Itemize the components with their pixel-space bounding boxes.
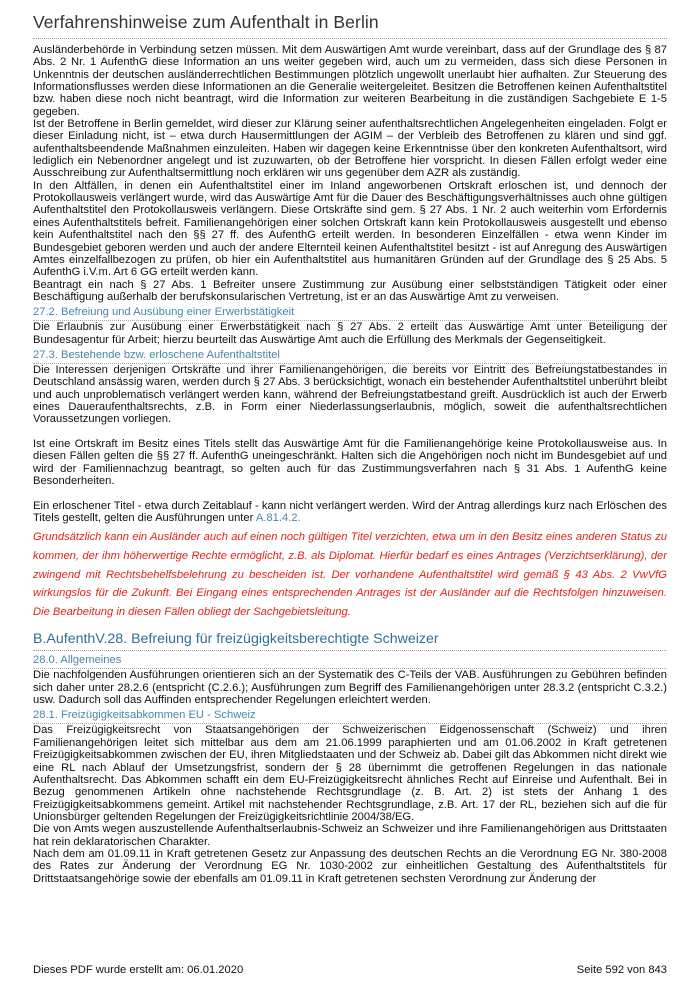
section-28-1-paragraph-2: Die von Amts wegen auszustellende Aufenthaltserlaubnis-Schweiz an Schweizer und ihre Familienangehörigen aus Drittstaaten hat rein deklaratorischen Charakter.	[33, 823, 667, 848]
section-27-3-heading: 27.3. Bestehende bzw. erloschene Aufenthaltstitel	[33, 346, 667, 364]
highlighted-note: Grundsätzlich kann ein Ausländer auch auf einen noch gültigen Titel verzichten, etwa um in den Besitz eines anderen Status zu kommen, der ihm höherwertige Rechte ermöglicht, z.B. als Diplomat. Hierfür bedarf es eines Antrages (Verzichtserklärung), der zwingend mit Rechtsbehelfsbelehrung zu bescheiden ist. Der vorhandene Aufenthaltstitel wird gemäß § 43 Abs. 2 VwVfG wirkungslos für die Zukunft. Bei Eingang eines entsprechenden Antrages ist der Ausländer auf die Rechtsfolgen hinzuweisen. Die Bearbeitung in diesen Fällen obliegt der Sachgebietsleitung.	[33, 531, 667, 618]
section-27-3-paragraph-1: Die Interessen derjenigen Ortskräfte und ihrer Familienangehörigen, die bereits vor Eintritt des Befreiungstatbestandes in Deutschland ansässig waren, werden durch § 27 Abs. 3 berücksichtigt, wonach ein bestehender Aufenthaltstitel unberührt bleibt und auch unproblematisch verlängert werden kann, während der Befreiungstatbestand greift. Ausdrücklich ist auch der Erwerb eines Daueraufenthaltsrechts, z.B. in Form einer Niederlassungserlaubnis, möglich, soweit die aufenthaltsrechtlichen Voraussetzungen vorliegen.	[33, 363, 667, 426]
section-27-2-paragraph: Die Erlaubnis zur Ausübung einer Erwerbstätigkeit nach § 27 Abs. 2 erteilt das Auswärtige Amt unter Beteiligung der Bundesagentur für Arbeit; hierzu beurteilt das Auswärtige Amt auch die Erfüllung des Merkmals der Gegenseitigkeit.	[33, 321, 667, 346]
reference-link-a81-4-2[interactable]: A.81.4.2.	[255, 512, 301, 525]
section-27-2-heading: 27.2. Befreiung und Ausübung einer Erwerbstätigkeit	[33, 303, 667, 321]
intro-paragraph-2: Ist der Betroffene in Berlin gemeldet, wird dieser zur Klärung seiner aufenthaltsrechtlichen Angelegenheiten eingeladen. Folgt er dieser Einladung nicht, ist – etwa durch Hausermittlungen der AGIM – der Verbleib des Betroffenen zu klären und sind ggf. aufenthaltsbeendende Maßnahmen einzuleiten. Haben wir dagegen keine Erkenntnisse über den konkreten Aufenthaltsort, wird lediglich ein Nebenordner angelegt und ist zuzuwarten, ob der Betroffene hier vorspricht. In diesen Fällen erfolgt weder eine Ausschreibung zur Aufenthaltsermittlung noch erklären wir uns gegenüber dem AZR als zuständig.	[33, 118, 667, 180]
intro-paragraph-3: In den Altfällen, in denen ein Aufenthaltstitel einer im Inland angeworbenen Ortskraft erloschen ist, und dennoch der Protokollausweis verlängert wurde, wird das Auswärtige Amt für die Dauer des Beschäftigungsverhältnisses auch ohne gültigen Aufenthaltstitel den Protokollausweis verlängern. Diese Ortskräfte sind gem. § 27 Abs. 1 Nr. 2 auch weiterhin vom Erfordernis eines Aufenthaltstitels befreit. Familienangehörigen einer solchen Ortskraft kann kein Protokollausweis ausgestellt und ebenso kein Aufenthaltstitel nach den §§ 27 ff. des AufenthG erteilt werden. In besonderen Einzelfällen - etwa wenn Kinder im Bundesgebiet geboren werden und auch der andere Elternteil keinen Aufenthaltstitel besitzt - ist auf Anregung des Auswärtigen Amtes einzelfallbezogen zu prüfen, ob hier ein Aufenthaltstitel aus humanitären Gründen auf der Grundlage des § 25 Abs. 5 AufenthG i.V.m. Art 6 GG erteilt werden kann.	[33, 179, 667, 279]
section-28-1-paragraph-1: Das Freizügigkeitsrecht von Staatsangehörigen der Schweizerischen Eidgenossenschaft (Schweiz) und ihren Familienangehörigen leitet sich mittelbar aus dem am 21.06.1999 paraphierten und am 01.06.2002 in Kraft getretenen Freizügigkeitsabkommen zwischen der EU, ihren Mitgliedstaaten und der Schweiz ab. Dabei gilt das Abkommen nicht direkt wie eine RL nach Ablauf der Umsetzungsfrist, sondern der § 28 übernimmt die getroffenen Regelungen in das nationale Aufenthaltsrecht. Das Abkommen schafft ein dem EU-Freizügigkeitsrecht ähnliches Recht auf Einreise und Aufenthalt. Bei in Bezug genommenen Artikeln ohne nachstehende Rechtsgrundlage (z. B. Art. 2) ist stets der Anhang 1 des Freizügigkeitsabkommens gemeint. Artikel mit nachstehender Rechtsgrundlage, z.B. Art. 17 der RL, beziehen sich auf die für Unionsbürger geltenden Regelungen der Freizügigkeitsrichtlinie 2004/38/EG.	[33, 724, 667, 823]
page-number: Seite 592 von 843	[576, 964, 667, 976]
section-28-1-heading: 28.1. Freizügigkeitsabkommen EU - Schweiz	[33, 706, 667, 724]
intro-paragraph-1: Ausländerbehörde in Verbindung setzen müssen. Mit dem Auswärtigen Amt wurde vereinbart, dass auf der Grundlage des § 87 Abs. 2 Nr. 1 AufenthG diese Information an uns weiter gegeben wird, auch um zu vermeiden, dass sich diese Personen in Unkenntnis der deutschen ausländerrechtlichen Bestimmungen plötzlich ungewollt unerlaubt hier aufhalten. Zur Steuerung des Informationsflusses werden diese Informationen an die Generalie weitergeleitet. Besitzen die Betroffenen keinen Aufenthaltstitel bzw. haben diese noch nicht beantragt, wird die Information zur weiteren Bearbeitung in die zuständigen Sachgebiete E 1-5 gegeben.	[33, 44, 667, 118]
section-28-0-heading: 28.0. Allgemeines	[33, 651, 667, 669]
document-page	[33, 0, 667, 885]
creation-date: Dieses PDF wurde erstellt am: 06.01.2020	[33, 964, 244, 976]
section-27-3-paragraph-3-text: Ein erloschener Titel - etwa durch Zeitablauf - kann nicht verlängert werden. Wird der Antrag allerdings kurz nach Erlöschen des Titels gestellt, gelten die Ausführungen unter	[33, 499, 667, 525]
section-27-3-paragraph-3	[33, 500, 667, 525]
section-28-0-paragraph: Die nachfolgenden Ausführungen orientieren sich an der Systematik des C-Teils der VAB. Ausführungen zu Gebühren befinden sich daher unter 28.2.6 (entspricht (C.2.6.); Ausführungen zum Begriff des Familienangehörigen unter 28.3.2 (entspricht C.3.2.) usw. Dadurch soll das Auffinden entsprechender Regelungen erleichtert werden.	[33, 669, 667, 707]
section-28-1-paragraph-3: Nach dem am 01.09.11 in Kraft getretenen Gesetz zur Anpassung des deutschen Rechts an die Verordnung EG Nr. 380-2008 des Rates zur Änderung der Verordnung EG Nr. 1030-2002 zur einheitlichen Gestaltung des Aufenthaltstitels für Drittstaatsangehörige sowie der ebenfalls am 01.09.11 in Kraft getretenen sechsten Verordnung zur Änderung der	[33, 847, 667, 885]
intro-paragraph-4: Beantragt ein nach § 27 Abs. 1 Befreiter unsere Zustimmung zur Ausübung einer selbstständigen Tätigkeit oder einer Beschäftigung außerhalb der berufskonsularischen Vertretung, ist er an das Auswärtige Amt zu verweisen.	[33, 278, 667, 303]
section-28-heading: B.AufenthV.28. Befreiung für freizügigkeitsberechtigte Schweizer	[33, 621, 667, 651]
section-27-3-paragraph-2: Ist eine Ortskraft im Besitz eines Titels stellt das Auswärtige Amt für die Familienangehörige keine Protokollausweise aus. In diesen Fällen gelten die §§ 27 ff. AufenthG uneingeschränkt. Halten sich die Angehörigen noch nicht im Bundesgebiet auf und wird der Familiennachzug beantragt, so gelten auch für das Zustimmungsverfahren nach § 31 Abs. 1 AufenthG keine Besonderheiten.	[33, 438, 667, 488]
page-title: Verfahrenshinweise zum Aufenthalt in Berlin	[33, 12, 667, 39]
